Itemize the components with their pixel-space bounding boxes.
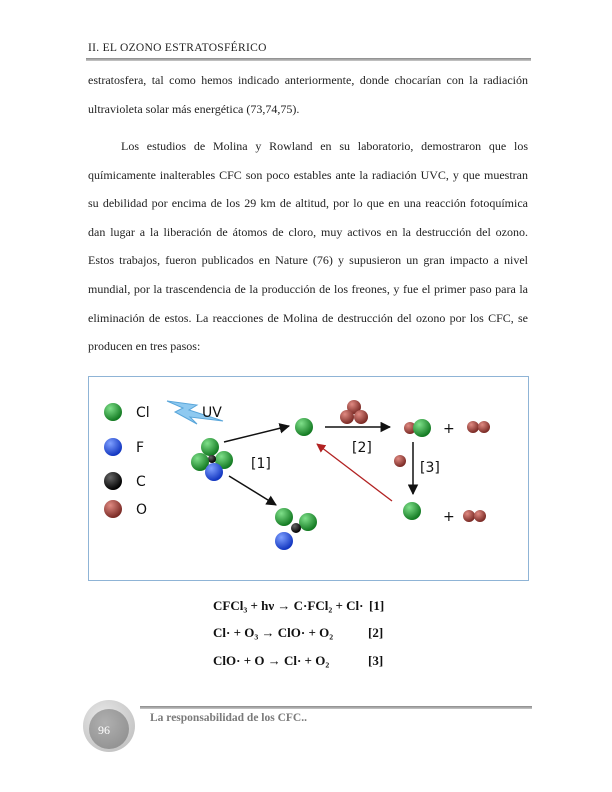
cfcl2-radical — [275, 508, 317, 550]
legend-f-swatch — [104, 438, 122, 456]
cfc-reaction-figure — [88, 376, 529, 581]
equation-1-text: CFCl₃ + hν → C·FCl₂ + Cl· — [213, 598, 364, 613]
equation-3-text: ClO· + O → Cl· + O₂ — [213, 653, 330, 668]
clo-radical — [404, 419, 431, 437]
equation-2-number: [2] — [368, 625, 384, 640]
equation-1-number: [1] — [369, 598, 385, 613]
ozone-molecule — [340, 400, 368, 424]
reaction-diagram — [89, 377, 530, 582]
o2-molecule-bottom — [463, 510, 486, 522]
legend-o-swatch — [104, 500, 122, 518]
footer-text: La responsabilidad de los CFC.. — [150, 712, 307, 724]
oxygen-atom — [394, 455, 406, 467]
header-title: II. EL OZONO ESTRATOSFÉRICO — [88, 42, 267, 54]
header-rule — [86, 58, 531, 61]
cl-radical — [295, 418, 313, 436]
arrow-to-cfcl2-radical — [229, 476, 276, 505]
o2-molecule-top — [467, 421, 490, 433]
arrow-to-cl-radical — [224, 426, 289, 442]
equation-2-text: Cl· + O₃ → ClO· + O₂ — [213, 625, 334, 640]
plus-sign-top: + — [443, 421, 455, 437]
page-number: 96 — [98, 723, 110, 737]
legend-f-label: F — [136, 440, 145, 456]
step-2-label: [2] — [352, 440, 372, 456]
legend-cl-swatch — [104, 403, 122, 421]
step-3-label: [3] — [420, 460, 440, 476]
legend-c-swatch — [104, 472, 122, 490]
legend-cl-label: Cl — [136, 405, 150, 421]
legend-c-label: C — [136, 474, 146, 490]
paragraph-1: estratosfera, tal como hemos indicado anteriormente, donde chocarían con la radiación ultravioleta solar más energética (73,74,75). — [88, 73, 528, 116]
paragraph-2: Los estudios de Molina y Rowland en su laboratorio, demostraron que los químicamente inalterables CFC son poco estables ante la radiación UVC, y que muestran su debilidad por encima de los 29 km de altitud, por lo que en una reacción fotoquímica dan lugar a la liberación de átomos de cloro, muy activos en la destrucción del ozono. Estos trabajos, fueron publicados en Nature (76) y supusieron un gran impacto a nivel mundial, por la trascendencia de la producción de los freones, y fue el primer paso para la eliminación de estos. La reacciones de Molina de destrucción del ozono por los CFC, se producen en tres pasos: — [88, 139, 528, 354]
step-1-label: [1] — [251, 456, 271, 472]
legend-o-label: O — [136, 502, 148, 518]
footer-rule — [140, 706, 532, 709]
plus-sign-bottom: + — [443, 509, 455, 525]
cl-radical-regenerated — [403, 502, 421, 520]
equation-3-number: [3] — [368, 653, 384, 668]
cfcl3-molecule — [191, 438, 233, 481]
uv-label: UV — [202, 405, 222, 421]
legend — [104, 403, 150, 518]
